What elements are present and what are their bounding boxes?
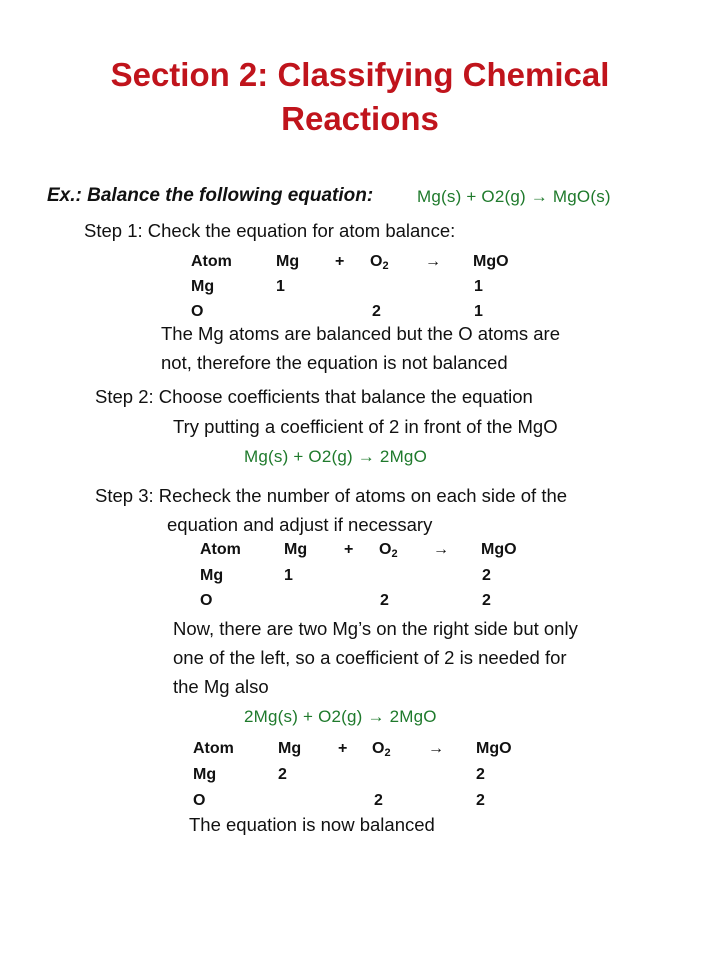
atom-table-1 [0, 253, 720, 323]
table3-header-o2: $O_2$ [372, 740, 391, 759]
table2-row-label: O [200, 592, 213, 609]
table1-arrow: → [425, 253, 441, 270]
table3-header-plus: + [338, 740, 348, 757]
table2-row-label: Mg [200, 567, 224, 584]
table1-cell: 2 [372, 303, 381, 320]
step3-line1: Step 3: Recheck the number of atoms on each side of the [95, 485, 568, 506]
equation-initial: Mg(s) + O2(g) → MgO(s) [417, 187, 611, 206]
table3-cell: 2 [476, 792, 485, 809]
table1-header-mgo: MgO [473, 253, 509, 270]
table2-header-mgo: MgO [481, 541, 517, 558]
table3-arrow: → [428, 740, 444, 757]
note1-line2: not, therefore the equation is not balanced [161, 352, 508, 373]
table1-cell: 1 [474, 303, 483, 320]
table2-header-atom: Atom [200, 541, 241, 558]
note2-line2: one of the left, so a coefficient of 2 is needed for [173, 647, 567, 668]
table3-header-mg: Mg [278, 740, 302, 757]
page-title-line1: Section 2: Classifying Chemical [110, 56, 610, 93]
table2-header-plus: + [344, 541, 354, 558]
table1-header-o2: $O_2$ [370, 253, 389, 272]
table1-row-label: Mg [191, 278, 215, 295]
step2-hint: Try putting a coefficient of 2 in front of the MgO [173, 416, 558, 437]
table1-cell: 1 [474, 278, 483, 295]
equation-final: 2Mg(s) + O2(g) → 2MgO [244, 707, 437, 726]
table3-header-mgo: MgO [476, 740, 512, 757]
table3-cell: 2 [476, 766, 485, 783]
table3-cell: 2 [278, 766, 287, 783]
table2-cell: 2 [482, 567, 491, 584]
table2-cell: 2 [482, 592, 491, 609]
step1-text: Step 1: Check the equation for atom balance: [84, 220, 456, 241]
step3-line2: equation and adjust if necessary [167, 514, 433, 535]
table3-row-label: O [193, 792, 206, 809]
page-title-line2: Reactions [281, 100, 439, 137]
table1-header-mg: Mg [276, 253, 300, 270]
table1-header-atom: Atom [191, 253, 232, 270]
table3-header-atom: Atom [193, 740, 234, 757]
step2-text: Step 2: Choose coefficients that balance the equation [95, 386, 533, 407]
atom-table-2 [0, 541, 720, 611]
table2-cell: 1 [284, 567, 293, 584]
table3-row-label: Mg [193, 766, 217, 783]
note1-line1: The Mg atoms are balanced but the O atoms are [161, 323, 560, 344]
table2-arrow: → [433, 541, 449, 558]
equation-step2: Mg(s) + O2(g) → 2MgO [244, 447, 428, 466]
atom-table-3 [0, 740, 720, 810]
table1-cell: 1 [276, 278, 285, 295]
table1-row-label: O [191, 303, 204, 320]
table3-cell: 2 [374, 792, 383, 809]
note2-line3: the Mg also [173, 676, 269, 697]
table2-cell: 2 [380, 592, 389, 609]
table2-header-mg: Mg [284, 541, 308, 558]
example-label: Ex.: Balance the following equation: [47, 185, 374, 206]
table1-header-plus: + [335, 253, 345, 270]
table2-header-o2: $O_2$ [379, 541, 398, 560]
note2-line1: Now, there are two Mg’s on the right side but only [173, 618, 578, 639]
conclusion-text: The equation is now balanced [189, 814, 435, 835]
